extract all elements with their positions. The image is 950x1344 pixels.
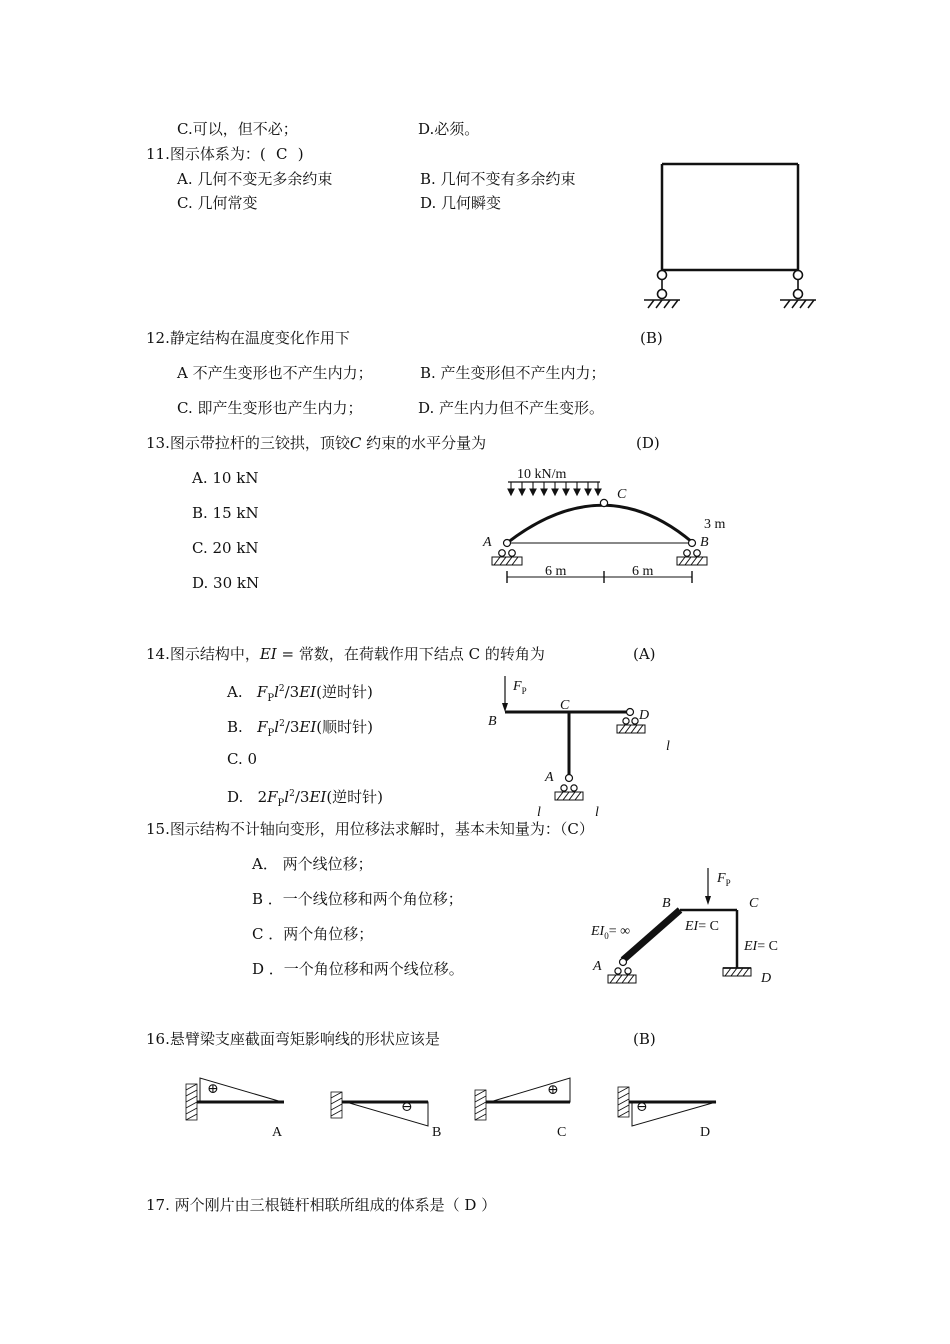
q16-figure-b xyxy=(331,1092,441,1140)
q16-figure-a xyxy=(186,1078,284,1140)
q16-label-d: D xyxy=(700,1125,711,1140)
q16-answer: (B) xyxy=(633,1030,656,1048)
q14-option-d: D. $2F_Pl^2/3EI$(逆时针) xyxy=(227,788,384,809)
q16-label-c: C xyxy=(557,1125,567,1140)
q13-load-label: 10 kN/m xyxy=(517,467,567,482)
q15-ei0: $EI_0=$ ∞ xyxy=(591,924,631,941)
q14-load-label: $F_P$ xyxy=(513,679,527,696)
q13-stem: 13.图示带拉杆的三铰拱，顶铰C 约束的水平分量为 xyxy=(146,434,487,452)
q14-option-c: C. 0 xyxy=(227,750,258,768)
q14-answer: (A) xyxy=(633,645,656,663)
q14-label-l-bottom-2: l xyxy=(595,805,599,820)
q11-option-b: B. 几何不变有多余约束 xyxy=(420,170,576,188)
q13-option-a: A. 10 kN xyxy=(192,469,259,487)
q15-label-a: A xyxy=(593,959,602,974)
q11-option-a: A. 几何不变无多余约束 xyxy=(177,170,333,188)
q15-label-d: D xyxy=(761,971,772,986)
q14-label-c: C xyxy=(560,698,570,713)
q12-option-a: A 不产生变形也不产生内力； xyxy=(177,364,373,382)
q16-c-plus: ⊕ xyxy=(547,1083,559,1098)
q16-stem: 16.悬臂梁支座截面弯矩影响线的形状应该是 xyxy=(146,1030,440,1048)
q15-option-d: D ．一个角位移和两个线位移。 xyxy=(252,960,464,978)
q14-label-l-right: l xyxy=(666,739,670,754)
q14-stem: 14.图示结构中，EI = 常数，在荷载作用下结点 C 的转角为 xyxy=(146,645,545,663)
q12-option-c: C. 即产生变形也产生内力； xyxy=(177,399,363,417)
q16-b-minus: ⊖ xyxy=(401,1100,413,1115)
q13-span-1: 6 m xyxy=(545,564,567,579)
q16-figure-d xyxy=(618,1087,716,1140)
q13-label-a: A xyxy=(483,535,492,550)
q15-ei2: EI= C xyxy=(744,939,778,954)
q16-label-b: B xyxy=(432,1125,442,1140)
q16-a-plus: ⊕ xyxy=(207,1082,219,1097)
q12-option-b: B. 产生变形但不产生内力； xyxy=(420,364,606,382)
q15-option-c: C ．两个角位移； xyxy=(252,925,374,943)
q16-label-a: A xyxy=(272,1125,283,1140)
q11-frame-figure xyxy=(640,158,840,318)
q11-option-c: C. 几何常变 xyxy=(177,194,258,212)
q17-stem: 17. 两个刚片由三根链杆相联所组成的体系是（ D ） xyxy=(146,1196,497,1214)
q13-answer: (D) xyxy=(636,434,660,452)
q15-stem: 15.图示结构不计轴向变形，用位移法求解时，基本未知量为：（C） xyxy=(146,820,594,838)
q12-stem: 12.静定结构在温度变化作用下 xyxy=(146,329,350,347)
q14-label-d: D xyxy=(639,708,650,723)
q16-option-figures xyxy=(180,1072,740,1147)
q11-option-d: D. 几何瞬变 xyxy=(420,194,502,212)
q13-option-b: B. 15 kN xyxy=(192,504,259,522)
q14-label-b: B xyxy=(488,714,497,729)
q15-load-label: $F_P$ xyxy=(717,871,731,888)
q12-option-d: D. 产生内力但不产生变形。 xyxy=(418,399,605,417)
q13-label-b: B xyxy=(700,535,709,550)
q11-stem: 11.图示体系为：( C ) xyxy=(146,145,304,163)
q13-option-c: C. 20 kN xyxy=(192,539,259,557)
q14-label-l-bottom-1: l xyxy=(537,805,541,820)
q14-option-a: A. $F_Pl^2/3EI$(逆时针) xyxy=(227,683,373,704)
q13-arch-figure xyxy=(480,460,740,590)
q16-figure-c xyxy=(475,1078,570,1140)
q14-label-a: A xyxy=(545,770,554,785)
q15-frame-figure xyxy=(585,860,805,995)
q13-rise-label: 3 m xyxy=(704,517,726,532)
q15-ei1: EI= C xyxy=(685,919,719,934)
q11-answer: C xyxy=(275,145,288,163)
q16-d-minus: ⊖ xyxy=(636,1100,648,1115)
q15-option-a: A． 两个线位移； xyxy=(252,855,373,873)
q14-frame-figure xyxy=(480,670,700,820)
q15-option-b: B ．一个线位移和两个角位移； xyxy=(252,890,463,908)
q10-option-d: D.必须。 xyxy=(418,120,480,138)
q15-label-c: C xyxy=(749,896,759,911)
q15-label-b: B xyxy=(662,896,671,911)
q10-option-c: C.可以，但不必； xyxy=(177,120,298,138)
q13-label-c: C xyxy=(617,487,627,502)
q12-answer: (B) xyxy=(640,329,663,347)
q13-span-2: 6 m xyxy=(632,564,654,579)
q13-option-d: D. 30 kN xyxy=(192,574,260,592)
q14-option-b: B. $F_Pl^2/3EI$(顺时针) xyxy=(227,718,374,739)
